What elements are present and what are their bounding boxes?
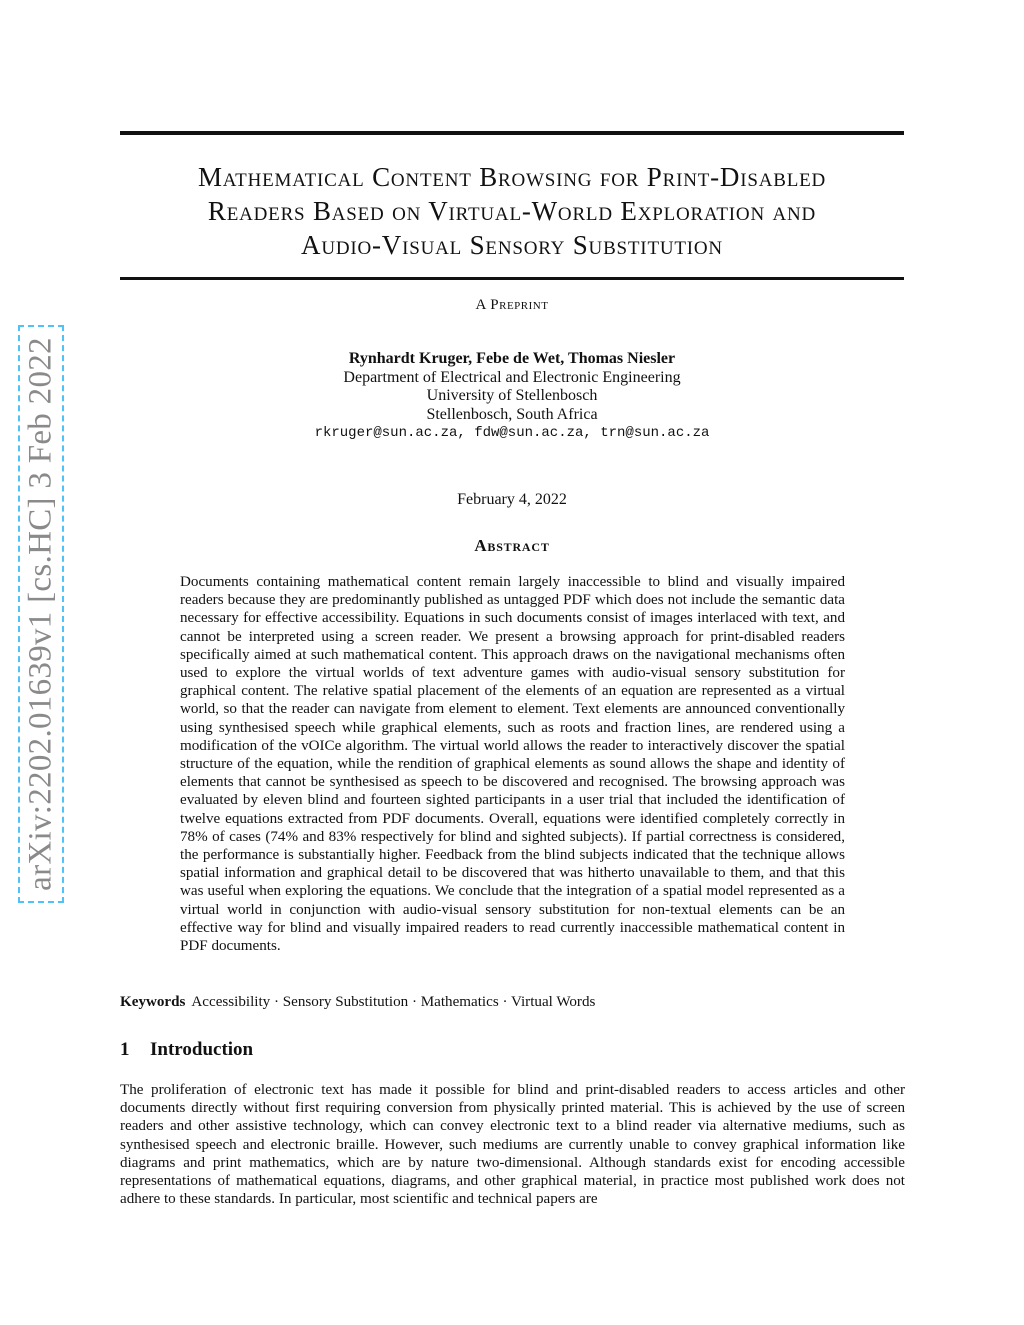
title-line: Audio-Visual Sensory Substitution [301,230,723,260]
title-rule-top [120,131,904,135]
arxiv-stamp [18,325,64,903]
section-heading [120,1039,904,1061]
author-location: Stellenbosch, South Africa [426,405,598,423]
paper-date: February 4, 2022 [457,491,567,508]
title-line: Mathematical Content Browsing for Print-Disabled [197,162,827,192]
author-block [120,350,904,443]
paper-title [120,160,904,262]
author-names: Rynhardt Kruger, Febe de Wet, Thomas Niesler [348,350,676,367]
section-title: Introduction [150,1039,254,1060]
abstract-heading: Abstract [474,536,550,555]
author-emails: rkruger@sun.ac.za, fdw@sun.ac.za, trn@sun.ac.za [314,425,710,441]
introduction-text: The proliferation of electronic text has made it possible for blind and print-disabled readers to access articles and other documents directly without first requiring conversion from physically printed material. This is achieved by the use of screen readers and other assistive technology, which can convey electronic text to a blind reader via alternative mediums, such as synthesised speech and electronic braille. However, such mediums are currently unable to convey graphical information like diagrams and print mathematics, which are by nature two-dimensional. Although standards exist for encoding accessible representations of mathematical equations, diagrams, and other graphical material, in practice most published work does not adhere to these standards. In particular, most scientific and technical papers are [120,1082,905,1208]
keywords-line [120,994,904,1011]
keywords-text: Accessibility · Sensory Substitution · Mathematics · Virtual Words [191,994,596,1010]
keywords-label: Keywords [120,994,186,1010]
preprint-label: A Preprint [475,297,549,313]
author-department: Department of Electrical and Electronic Engineering [343,368,681,386]
section-number: 1 [120,1039,130,1060]
title-line: Readers Based on Virtual-World Exploration and [207,196,817,226]
arxiv-identifier: arXiv:2202.01639v1 [cs.HC] 3 Feb 2022 [22,337,59,891]
abstract-text: Documents containing mathematical content remain largely inaccessible to blind and visually impaired readers because they are predominantly published as untagged PDF which does not include the semantic data necessary for effective accessibility. Equations in such documents consist of images interlaced with text, and cannot be interpreted using a screen reader. We present a browsing approach for print-disabled readers specifically aimed at such mathematical content. This approach draws on the navigational mechanisms often used to explore the virtual worlds of text adventure games with audio-visual sensory substitution for graphical content. The relative spatial placement of the elements of an equation are represented as a virtual world, so that the reader can navigate from element to element. Text elements are announced conventionally using synthesised speech while graphical elements, such as roots and fraction lines, are rendered using a modification of the vOICe algorithm. The virtual world allows the reader to interactively discover the spatial structure of the equation, while the rendition of graphical elements as sound allows the shape and identity of elements that cannot be synthesised as speech to be discovered and recognised. The browsing approach was evaluated by eleven blind and fourteen sighted participants in a user trial that included the identification of twelve equations extracted from PDF documents. Overall, equations were identified completely correctly in 78% of cases (74% and 83% respectively for blind and sighted subjects). If partial correctness is considered, the performance is substantially higher. Feedback from the blind subjects indicated that the technique allows spatial information and graphical detail to be discovered that was hitherto unavailable to them, and that this was useful when exploring the equations. We conclude that the integration of a spatial model represented as a virtual world in conjunction with audio-visual sensory substitution for non-textual elements can be an effective way for blind and visually impaired readers to read currently inaccessible mathematical content in PDF documents. [180,574,845,955]
title-rule-bottom [120,277,904,280]
author-university: University of Stellenbosch [426,387,598,404]
